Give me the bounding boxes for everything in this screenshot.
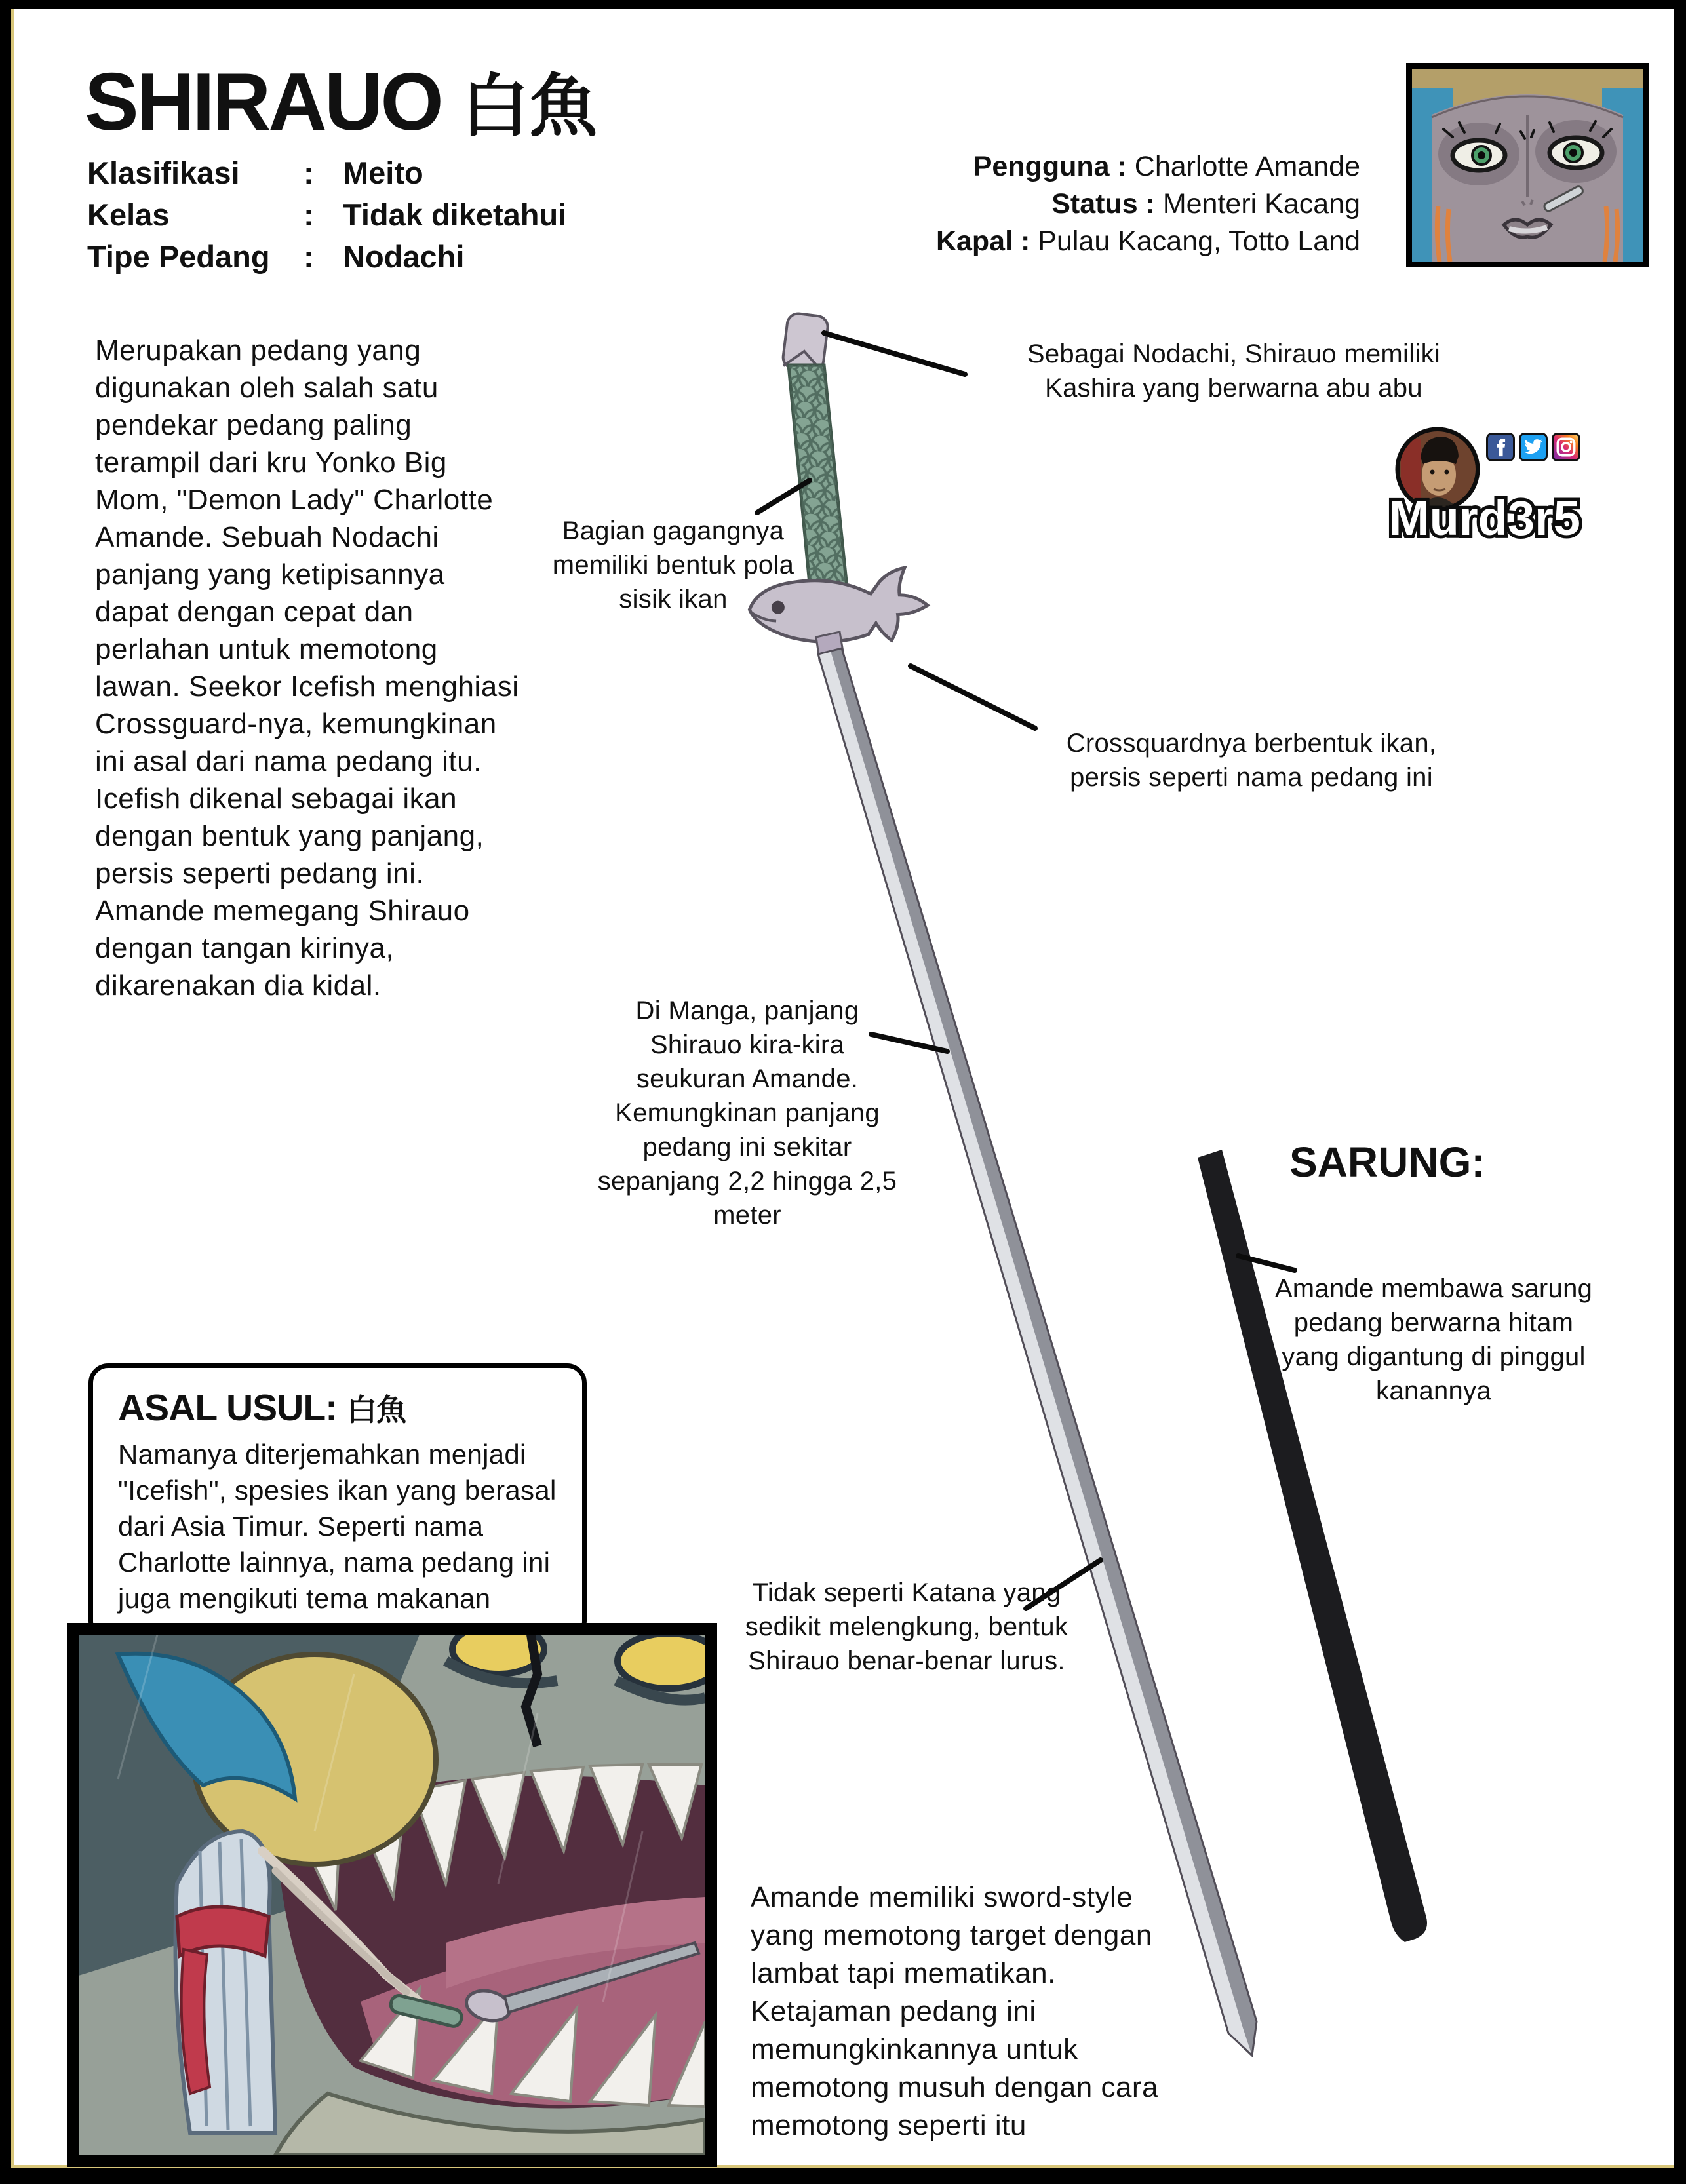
spec-label: Klasifikasi [87, 155, 240, 190]
origin-heading-kanji: 白魚 [346, 1393, 406, 1427]
spec-value: Tidak diketahui [343, 197, 567, 232]
monster-eye [618, 1635, 705, 1688]
spec-label: Tipe Pedang [87, 239, 270, 274]
amande-face-image [1412, 69, 1643, 262]
creator-username [1384, 481, 1600, 553]
owner-value: Menteri Kacang [1162, 188, 1360, 220]
leader-crossguard [911, 666, 1035, 728]
username-text: Murd3r5 [1389, 491, 1580, 545]
owner-row-pengguna [770, 148, 1360, 185]
social-icons [1486, 433, 1580, 461]
owner-row-status [770, 185, 1360, 223]
spec-value: Meito [343, 155, 423, 190]
spec-table [87, 152, 566, 278]
spec-label: Kelas [87, 197, 170, 232]
origin-body: Namanya diterjemahkan menjadi "Icefish", spesies ikan yang berasal dari Asia Timur. Seperti nama Charlotte lainnya, nama pedang ini juga mengikuti tema makanan [118, 1439, 557, 1614]
spec-colon: : [304, 155, 314, 190]
spec-row-klasifikasi [87, 152, 566, 194]
owner-value: Pulau Kacang, Totto Land [1038, 225, 1360, 257]
sarung-heading: SARUNG: [1289, 1139, 1485, 1186]
spec-row-tipe-pedang [87, 236, 566, 278]
owner-label: Kapal [935, 225, 1013, 257]
scabbard-graphic [1198, 1150, 1427, 1942]
spec-colon: : [304, 239, 314, 274]
annotation-crossguard: Crossquardnya berbentuk ikan, persis seperti nama pedang ini [1066, 729, 1437, 792]
owner-row-kapal [770, 223, 1360, 260]
facebook-icon [1486, 433, 1515, 461]
kashira-pommel [782, 313, 829, 372]
leader-kashira [824, 333, 965, 374]
spec-row-kelas [87, 194, 566, 236]
owner-info [770, 148, 1360, 260]
annotation-handle: Bagian gagangnya memiliki bentuk pola sisik ikan [552, 517, 794, 614]
title-kanji: 白魚 [461, 69, 598, 145]
origin-heading [118, 1386, 561, 1430]
title-romaji: SHIRAUO [85, 57, 441, 147]
origin-box [88, 1363, 587, 1641]
owner-value: Charlotte Amande [1134, 151, 1360, 182]
owner-colon: : [1137, 188, 1163, 220]
owner-label: Status [1051, 188, 1138, 220]
sword-blade [818, 648, 1257, 2056]
origin-heading-text: ASAL USUL: [118, 1387, 338, 1429]
amande-vs-monster-scene [79, 1635, 705, 2155]
owner-label: Pengguna [973, 151, 1110, 182]
anime-screenshot [67, 1623, 717, 2167]
owner-colon: : [1109, 151, 1135, 182]
annotation-kashira: Sebagai Nodachi, Shirauo memiliki Kashira yang berwarna abu abu [1027, 340, 1441, 402]
annotation-length: Di Manga, panjang Shirauo kira-kira seukuran Amande. Kemungkinan panjang pedang ini sekitar sepanjang 2,2 hingga 2,5 meter [597, 996, 897, 1230]
instagram-icon [1552, 433, 1580, 461]
annotation-straight: Tidak seperti Katana yang sedikit melengkung, bentuk Shirauo benar-benar lurus. [745, 1578, 1068, 1675]
twitter-icon [1519, 433, 1548, 461]
spec-colon: : [304, 197, 314, 232]
main-description: Merupakan pedang yang digunakan oleh salah satu pendekar pedang paling terampil dari kru Yonko Big Mom, "Demon Lady" Charlotte Amande. Sebuah Nodachi panjang yang ketipisannya dapat dengan cepat dan perlahan untuk memotong lawan. Seekor Icefish menghiasi Crossguard-nya, kemungkinan ini asal dari nama pedang itu. Icefish dikenal sebagai ikan dengan bentuk yang panjang, persis seperti pedang ini. Amande memegang Shirauo dengan tangan kirinya, dikarenakan dia kidal. [95, 334, 519, 1002]
character-portrait [1406, 63, 1649, 267]
style-description: Amande memiliki sword-style yang memotong target dengan lambat tapi mematikan. Ketajaman pedang ini memungkinkannya untuk memotong musuh dengan cara memotong seperti itu [751, 1881, 1159, 2141]
owner-colon: : [1013, 225, 1038, 257]
page-title [85, 51, 597, 149]
spec-value: Nodachi [343, 239, 465, 274]
annotation-sheath: Amande membawa sarung pedang berwarna hitam yang digantung di pinggul kanannya [1274, 1274, 1593, 1405]
